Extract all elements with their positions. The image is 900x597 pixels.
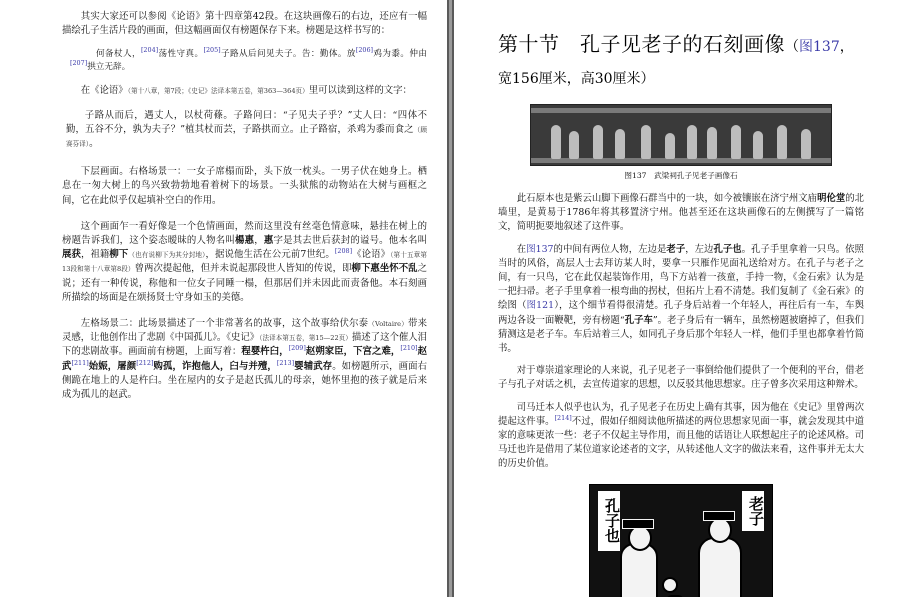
text: 。孔子手里拿着一只鸟。依照当时的风俗，高层人士去拜访某人时，要拿一只雁作见面礼送给对方。在孔子与老子之间，有一只鸟，它在此仅起装饰作用，鸟下方站着一孩童，手持一物，《金石索》认为是一把扫帚。老子手里拿着一根弯曲的拐杖，但拓片上看不清楚。我们复制了《金石索》的绘图（ [498,243,864,312]
text: 带来灵感，让他创作出了悲剧《中国孤儿》。《史记》 [62,318,427,344]
inscription-bold: 赵武 [62,346,427,372]
footnote-ref[interactable]: [209] [288,344,306,353]
paragraph-lunyu-ref [62,84,427,98]
text: ，据说他生活在公元前7世纪。 [205,249,335,261]
figure-link[interactable]: 图137 [526,243,554,255]
paragraph-origin [498,192,864,235]
footnote-ref[interactable]: [210] [400,344,418,353]
name-bold: 柳下 [109,249,129,261]
text: 字是其去世后获封的谥号。他本名叫 [273,235,427,247]
name-bold: 老子 [666,243,686,255]
inscription-quote [70,48,427,74]
quote-text: 何备杖人， [96,49,141,60]
lunyu-quote [66,109,427,152]
text: 此石原本也是紫云山脚下画像石群当中的一块，如今被镶嵌在济宁州文庙 [516,193,818,204]
name-bold: 展获 [62,249,81,261]
paragraph-description [498,243,864,357]
name-bold: 惠 [263,235,274,247]
text: 的北墙里，是黄易于1786年将其移置济宁州。他甚至还在这块画像石的左侧撰写了一篇铭文，简明扼要地叙述了这件事。 [498,193,864,233]
citation: （Voltaire） [368,320,409,329]
label-plaque-left: 孔子也 [598,491,620,551]
text: 。如榜题所示，画面右侧跪在地上的人是杵臼。坐在屋内的女子是赵氏孤儿的母亲，她怀里抱的孩子就是后来成为孤儿的赵武。 [62,360,427,401]
inscription-bold: 孔子车 [624,314,653,326]
paragraph-intro: 其实大家还可以参阅《论语》第十四章第42段。在这块画像石的右边，还应有一幅描绘孔子生活片段的画面，但这幅画面仅有榜题保存下来。榜题是这样书写的： [62,11,427,37]
citation: （第十八章，第7段；《史记》法译本第五卷，第363—364页） [127,87,309,96]
inscription-bold: 赵朔家臣，下宫之难， [305,346,401,358]
scrollbar[interactable] [449,0,452,597]
text: 《论语》 [352,249,391,261]
footnote-ref[interactable]: [213] [276,358,295,367]
text: 这个画面乍一看好像是一个色情画面，然而这里没有丝毫色情意味，悬挂在树上的榜题告诉我们，这个姿态暧昧的人物名叫 [62,220,427,247]
inscription-bold: 始娠，屠颜 [88,360,137,372]
figure-link[interactable]: 图121 [526,300,555,312]
citation: （也有说柳下为其分封地） [128,251,206,260]
text: 司马迁本人似乎也认为，孔子见老子在历史上确有其事，因为他在《史记》里曾两次提起这件事。 [498,401,864,427]
quote-text: 鸡为黍。仲由 [373,49,427,60]
text: 描述了这个催人泪下的悲剧故事。画面前有榜题，上面写着： [62,332,427,358]
title-dimensions: ，宽156厘米，高30厘米） [498,39,854,87]
text: ，祖籍 [80,249,110,261]
footnote-ref[interactable]: [208] [334,247,353,256]
text: 里可以读到这样的文字： [308,85,412,97]
name-bold: 孔子也 [713,243,742,255]
text: 左格场景二：此场景描述了一个非常著名的故事，这个故事给伏尔泰 [80,318,369,330]
stone-relief-image [530,104,832,166]
section-title [498,30,864,94]
paragraph-liuxiahui [62,220,427,305]
text: ），这个细节看得很清楚。孔子身后站着一个年轻人，再往后有一车，车舆两边各设一面鞭靶，旁有榜题“ [498,300,864,326]
text: 的中间有两位人物，左边是 [553,243,667,255]
citation: （第十五章第13段和第十八章第8段） [62,251,427,274]
title-text: 第十节 孔子见老子的石刻画像 [498,32,785,56]
text: ， [254,235,264,247]
quote-text: 拱立无辞。 [87,62,131,73]
citation: （法译本第五卷，第15—22页） [259,334,352,343]
footnote-ref[interactable]: [204] [140,46,159,55]
text: 不过，假如仔细阅读他所描述的两位思想家见面一事，就会发现其中道家的意味更浓一些：老子不仅起主导作用，而且他的话语让人联想起庄子的论述风格。司马迁也许是借用了某位道家论述者的文字，从转述他人文字的做法来看，这件事并无太大的历史价值。 [498,415,864,470]
paragraph-simaqian [498,401,864,472]
footnote-ref[interactable]: [207] [70,59,88,68]
right-page [454,0,900,597]
footnote-ref[interactable]: [212] [136,358,154,367]
figure-caption: 图137 武梁祠孔子见老子画像石 [624,171,738,180]
footnote-ref[interactable]: [206] [355,46,374,55]
quote-text: 荡性守真。 [158,49,204,60]
inscription-bold: 婴辅武存 [294,360,333,372]
translator-note: （顾赛芬译） [66,125,428,149]
label-plaque-right: 老子 [742,491,764,531]
text: 在 [516,243,527,255]
quote-text: 子路从后问见夫子。告：勤体。放 [220,49,356,60]
paragraph-daoist: 对于尊崇道家理论的人来说，孔子见老子一事倒给他们提供了一个便利的平台，借老子与孔子对话之机，去宣传道家的思想，以反驳其他思想家。庄子曾多次采用这种辩术。 [498,365,864,391]
footnote-ref[interactable]: [205] [203,46,221,55]
rubbing-illustration [589,484,773,597]
paragraph-orphan-zhao [62,317,427,402]
name-bold: 楊惠 [234,235,255,247]
text: ，左边 [685,243,714,255]
inscription-bold: 购孤，诈抱他人，臼与并殪， [153,360,277,372]
text: ”。老子身后有一辆车，虽然榜题被磨掉了，但我们猜测这是老子车。车后站着三人，如同孔子身后那个年轻人一样，他们手里也都拿着竹简书。 [498,314,864,355]
text: 子路从而后，遇丈人，以杖荷蓧。子路问曰：“子见夫子乎？”丈人曰：“四体不勤，五谷不分，孰为夫子？”植其杖而芸，子路拱而立。止子路宿，杀鸡为黍而食之 [66,109,427,135]
text: 曾两次提起他，但并未说起那段世人皆知的传说，即 [134,263,352,275]
figure-link[interactable]: 图137 [799,39,840,55]
text: 之说；还有一种传说，称他和一位女子同睡一榻，但那居们并未因此而责备他。本石刻画所描绘的场面是在颂扬贤士守身如玉的美德。 [62,263,427,303]
footnote-ref[interactable]: [214] [554,413,572,422]
text: 。 [89,138,99,150]
phrase-bold: 柳下惠坐怀不乱 [351,263,418,275]
left-page [0,0,447,597]
footnote-ref[interactable]: [211] [71,358,89,367]
inscription-bold: 程婴杵臼， [241,346,289,358]
title-paren: （ [785,39,799,55]
paragraph-lower-scene: 下层画面。右格场景一：一女子席榻而卧，头下放一枕头。一男子伏在她身上。栖息在一匆大树上的鸟兴致勃勃地看着树下的场景。一头狱熊的动物站在大树与画框之间，它在此似乎仅起填补空白的作用。 [62,166,427,206]
place-bold: 明伦堂 [817,193,846,204]
text: 在《论语》 [80,85,128,97]
